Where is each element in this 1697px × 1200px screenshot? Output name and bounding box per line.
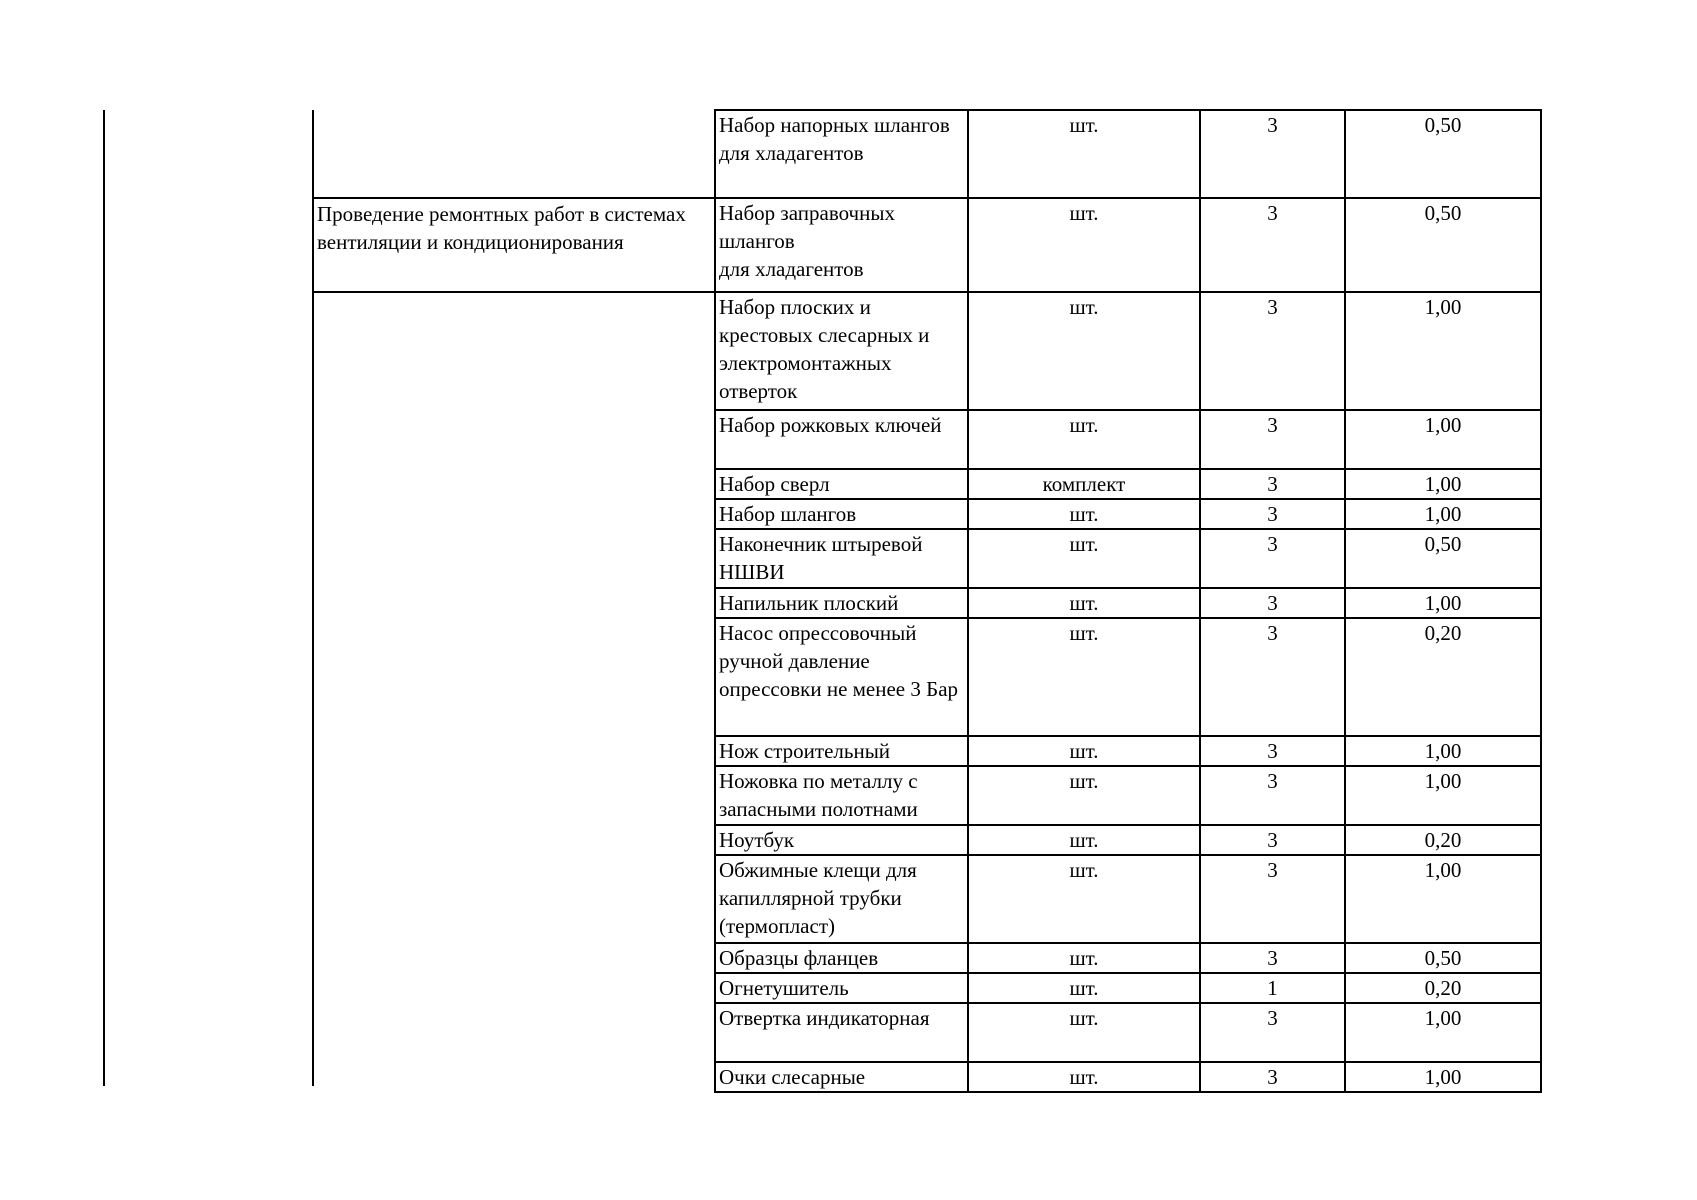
item-unit-cell: шт. xyxy=(968,499,1200,529)
item-unit-cell: шт. xyxy=(968,529,1200,588)
item-name-cell: Ноутбук xyxy=(715,825,968,855)
item-unit-cell: шт. xyxy=(968,1062,1200,1092)
item-coefficient-cell: 0,20 xyxy=(1345,825,1541,855)
item-name-cell: Насос опрессовочный ручной давление опрессовки не менее 3 Бар xyxy=(715,618,968,736)
item-name-cell: Нож строительный xyxy=(715,736,968,766)
item-coefficient-cell: 1,00 xyxy=(1345,766,1541,825)
item-quantity-cell: 3 xyxy=(1200,499,1345,529)
section-top-rule xyxy=(312,197,715,199)
item-quantity-cell: 3 xyxy=(1200,618,1345,736)
table-row xyxy=(715,1003,1541,1062)
item-coefficient-cell: 0,20 xyxy=(1345,618,1541,736)
item-unit-cell: шт. xyxy=(968,943,1200,973)
item-quantity-cell: 1 xyxy=(1200,973,1345,1003)
item-quantity-cell: 3 xyxy=(1200,855,1345,943)
item-quantity-cell: 3 xyxy=(1200,410,1345,469)
item-coefficient-cell: 0,50 xyxy=(1345,529,1541,588)
item-quantity-cell: 3 xyxy=(1200,766,1345,825)
left-border-line xyxy=(103,110,105,1086)
table-row xyxy=(715,618,1541,736)
item-name-cell: Набор сверл xyxy=(715,469,968,499)
item-quantity-cell: 3 xyxy=(1200,588,1345,618)
item-name-cell: Очки слесарные xyxy=(715,1062,968,1092)
item-unit-cell: шт. xyxy=(968,1003,1200,1062)
equipment-table-body xyxy=(715,110,1541,1092)
item-unit-cell: шт. xyxy=(968,110,1200,198)
item-unit-cell: шт. xyxy=(968,855,1200,943)
item-name-cell: Обжимные клещи для капиллярной трубки (термопласт) xyxy=(715,855,968,943)
column-divider-line xyxy=(312,110,314,1086)
item-coefficient-cell: 0,50 xyxy=(1345,110,1541,198)
item-quantity-cell: 3 xyxy=(1200,110,1345,198)
table-row xyxy=(715,198,1541,292)
table-row xyxy=(715,410,1541,469)
section-label: Проведение ремонтных работ в системах вентиляции и кондиционирования xyxy=(317,202,686,254)
item-unit-cell: шт. xyxy=(968,825,1200,855)
item-coefficient-cell: 1,00 xyxy=(1345,1003,1541,1062)
item-coefficient-cell: 1,00 xyxy=(1345,410,1541,469)
item-unit-cell: шт. xyxy=(968,973,1200,1003)
section-bottom-rule xyxy=(312,291,715,293)
table-row xyxy=(715,825,1541,855)
table-row xyxy=(715,855,1541,943)
item-coefficient-cell: 1,00 xyxy=(1345,469,1541,499)
table-row xyxy=(715,292,1541,410)
item-unit-cell: шт. xyxy=(968,410,1200,469)
item-unit-cell: шт. xyxy=(968,766,1200,825)
item-unit-cell: шт. xyxy=(968,198,1200,292)
item-quantity-cell: 3 xyxy=(1200,1062,1345,1092)
item-name-cell: Огнетушитель xyxy=(715,973,968,1003)
table-row xyxy=(715,1062,1541,1092)
item-unit-cell: шт. xyxy=(968,618,1200,736)
item-name-cell: Набор заправочных шлангов для хладагентов xyxy=(715,198,968,292)
table-row xyxy=(715,110,1541,198)
item-name-cell: Отвертка индикаторная xyxy=(715,1003,968,1062)
table-row xyxy=(715,766,1541,825)
item-quantity-cell: 3 xyxy=(1200,825,1345,855)
item-quantity-cell: 3 xyxy=(1200,292,1345,410)
item-quantity-cell: 3 xyxy=(1200,469,1345,499)
item-name-cell: Набор рожковых ключей xyxy=(715,410,968,469)
item-unit-cell: шт. xyxy=(968,736,1200,766)
item-coefficient-cell: 1,00 xyxy=(1345,855,1541,943)
item-coefficient-cell: 0,50 xyxy=(1345,198,1541,292)
item-coefficient-cell: 1,00 xyxy=(1345,736,1541,766)
item-coefficient-cell: 0,20 xyxy=(1345,973,1541,1003)
table-row xyxy=(715,736,1541,766)
table-row xyxy=(715,943,1541,973)
item-name-cell: Набор плоских и крестовых слесарных и электромонтажных отверток xyxy=(715,292,968,410)
table-row xyxy=(715,499,1541,529)
table-row xyxy=(715,469,1541,499)
item-coefficient-cell: 1,00 xyxy=(1345,1062,1541,1092)
item-unit-cell: комплект xyxy=(968,469,1200,499)
item-coefficient-cell: 0,50 xyxy=(1345,943,1541,973)
item-name-cell: Ножовка по металлу с запасными полотнами xyxy=(715,766,968,825)
item-coefficient-cell: 1,00 xyxy=(1345,292,1541,410)
item-quantity-cell: 3 xyxy=(1200,1003,1345,1062)
item-name-cell: Напильник плоский xyxy=(715,588,968,618)
equipment-table xyxy=(714,109,1542,1093)
table-row xyxy=(715,588,1541,618)
item-coefficient-cell: 1,00 xyxy=(1345,499,1541,529)
item-name-cell: Образцы фланцев xyxy=(715,943,968,973)
item-name-cell: Набор напорных шлангов для хладагентов xyxy=(715,110,968,198)
item-quantity-cell: 3 xyxy=(1200,736,1345,766)
table-row xyxy=(715,973,1541,1003)
item-unit-cell: шт. xyxy=(968,588,1200,618)
item-quantity-cell: 3 xyxy=(1200,198,1345,292)
item-unit-cell: шт. xyxy=(968,292,1200,410)
item-quantity-cell: 3 xyxy=(1200,529,1345,588)
item-coefficient-cell: 1,00 xyxy=(1345,588,1541,618)
item-name-cell: Наконечник штыревой НШВИ xyxy=(715,529,968,588)
table-row xyxy=(715,529,1541,588)
item-quantity-cell: 3 xyxy=(1200,943,1345,973)
item-name-cell: Набор шлангов xyxy=(715,499,968,529)
